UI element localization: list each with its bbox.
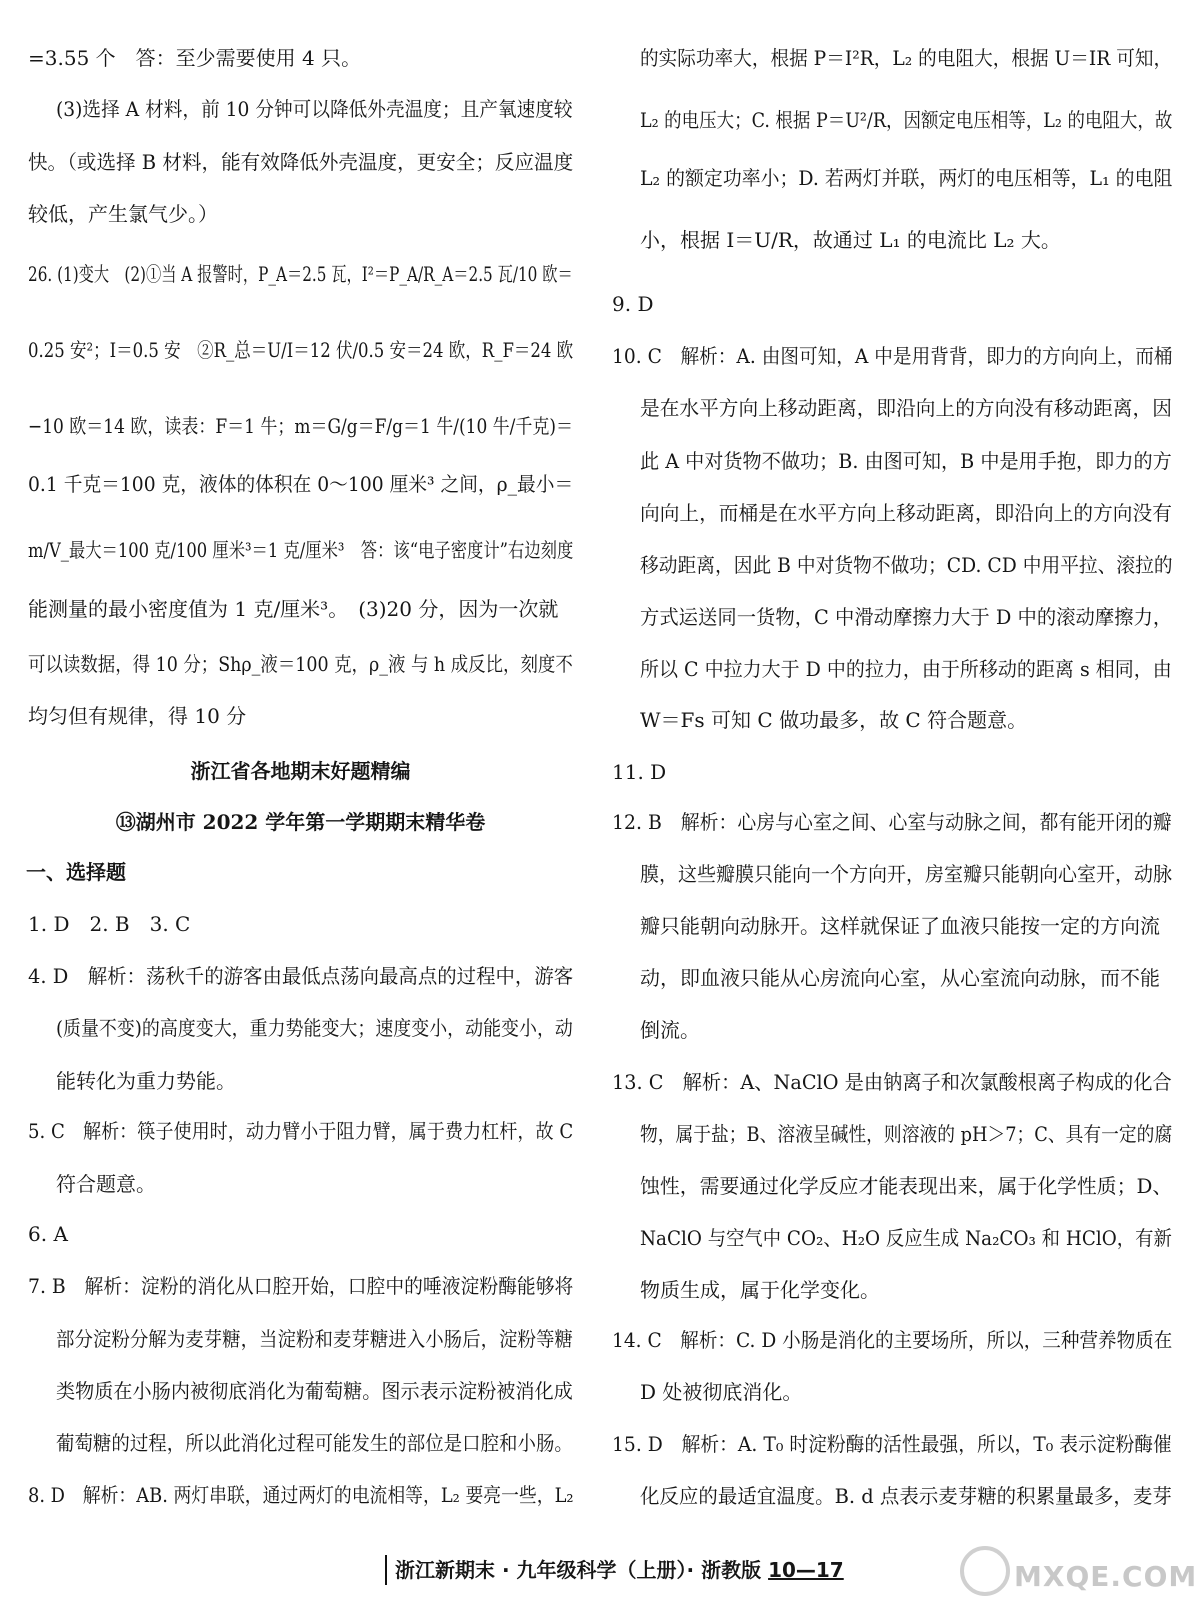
answer-line: 11. D: [612, 760, 667, 784]
text-line: 快。（或选择 B 材料，能有效降低外壳温度，更安全；反应温度: [28, 150, 574, 174]
text-line: 瓣只能朝向动脉开。这样就保证了血液只能按一定的方向流: [640, 914, 1160, 938]
answer-line: 4. D 解析：荡秋千的游客由最低点荡向最高点的过程中，游客: [28, 964, 574, 988]
page-number: 10—17: [768, 1558, 844, 1582]
text-line: 化反应的最适宜温度。B. d 点表示麦芽糖的积累量最多，麦芽: [640, 1484, 1172, 1508]
text-line: (3)选择 A 材料，前 10 分钟可以降低外壳温度；且产氧速度较: [56, 97, 573, 121]
answer-line: 12. B 解析：心房与心室之间、心室与动脉之间，都有能开闭的瓣: [612, 810, 1172, 834]
answer-line: 15. D 解析：A. T₀ 时淀粉酶的活性最强，所以，T₀ 表示淀粉酶催: [612, 1432, 1172, 1456]
watermark: [960, 1538, 1197, 1596]
text-line: −10 欧＝14 欧，读表：F＝1 牛；m＝G/g＝F/g＝1 牛/(10 牛/千克)＝: [28, 414, 574, 438]
answer-line: 类物质在小肠内被彻底消化为葡萄糖。图示表示淀粉被消化成: [56, 1379, 573, 1403]
answer-line: (质量不变)的高度变大，重力势能变大；速度变小，动能变小，动: [56, 1016, 573, 1040]
text-line: D 处被彻底消化。: [640, 1380, 803, 1404]
text-line: 移动距离，因此 B 中对货物不做功；CD. CD 中用平拉、滚拉的: [640, 553, 1173, 577]
text-line: W＝Fs 可知 C 做功最多，故 C 符合题意。: [640, 708, 1028, 732]
text-line: 向向上，而桶是在水平方向上移动距离，即沿向上的方向没有: [640, 501, 1172, 525]
answer-line: 10. C 解析：A. 由图可知，A 中是用背背，即力的方向向上，而桶: [612, 344, 1173, 368]
text-line: 动，即血液只能从心房流向心室，从心室流向动脉，而不能: [640, 966, 1160, 990]
page-footer: [385, 1555, 852, 1585]
text-line: 均匀但有规律，得 10 分: [28, 704, 247, 728]
text-line: 较低，产生氯气少。）: [28, 202, 218, 226]
text-line: 物质生成，属于化学变化。: [640, 1278, 880, 1302]
text-line: 倒流。: [640, 1018, 700, 1042]
section-heading: 一、选择题: [26, 860, 126, 884]
text-line: =3.55 个 答：至少需要使用 4 只。: [28, 46, 362, 70]
answer-line: 部分淀粉分解为麦芽糖，当淀粉和麦芽糖进入小肠后，淀粉等糖: [56, 1327, 573, 1351]
text-line: 蚀性，需要通过化学反应才能表现出来，属于化学性质；D、: [640, 1174, 1173, 1198]
text-line: 物，属于盐；B、溶液呈碱性，则溶液的 pH＞7；C、具有一定的腐: [640, 1122, 1173, 1146]
text-line: L₂ 的额定功率小；D. 若两灯并联，两灯的电压相等，L₁ 的电阻: [640, 166, 1173, 190]
answer-line: 葡萄糖的过程，所以此消化过程可能发生的部位是口腔和小肠。: [56, 1431, 573, 1455]
answer-line: 14. C 解析：C. D 小肠是消化的主要场所，所以，三种营养物质在: [612, 1328, 1173, 1352]
answer-line: 6. A: [28, 1222, 68, 1246]
watermark-logo-icon: [960, 1546, 1010, 1596]
footer-book-title: 浙江新期末 · 九年级科学（上册）· 浙教版: [395, 1558, 762, 1582]
section-title: 浙江省各地期末好题精编: [190, 759, 411, 783]
text-line: 方式运送同一货物，C 中滑动摩擦力大于 D 中的滚动摩擦力，: [640, 605, 1173, 629]
text-line: L₂ 的电压大；C. 根据 P＝U²/R，因额定电压相等，L₂ 的电阻大，故: [640, 108, 1173, 132]
answer-line: 1. D 2. B 3. C: [28, 912, 191, 936]
answer-line: 5. C 解析：筷子使用时，动力臂小于阻力臂，属于费力杠杆，故 C: [28, 1119, 574, 1143]
text-line: NaClO 与空气中 CO₂、H₂O 反应生成 Na₂CO₃ 和 HClO，有新: [640, 1226, 1172, 1250]
text-line: m/V_最大＝100 克/100 厘米³＝1 克/厘米³ 答：该“电子密度计”右边刻度: [28, 538, 574, 562]
text-line: 可以读数据，得 10 分；Shρ_液＝100 克，ρ_液 与 h 成反比，刻度不: [28, 652, 573, 676]
answer-line: 13. C 解析：A、NaClO 是由钠离子和次氯酸根离子构成的化合: [612, 1070, 1172, 1094]
answer-line: 9. D: [612, 292, 654, 316]
text-line: 此 A 中对货物不做功；B. 由图可知，B 中是用手抱，即力的方: [640, 449, 1172, 473]
text-line: 的实际功率大，根据 P＝I²R，L₂ 的电阻大，根据 U＝IR 可知，: [640, 46, 1173, 70]
text-line: 0.1 千克＝100 克，液体的体积在 0～100 厘米³ 之间，ρ_最小＝: [28, 472, 574, 496]
answer-line: 7. B 解析：淀粉的消化从口腔开始，口腔中的唾液淀粉酶能够将: [28, 1274, 574, 1298]
exam-title: ⑬湖州市 2022 学年第一学期期末精华卷: [115, 810, 486, 834]
text-line: 0.25 安²；I＝0.5 安 ②R_总＝U/I＝12 伏/0.5 安＝24 欧，R_F＝24 欧: [28, 338, 574, 362]
text-line: 能测量的最小密度值为 1 克/厘米³。 (3)20 分，因为一次就: [28, 597, 559, 621]
text-line: 膜，这些瓣膜只能向一个方向开，房室瓣只能朝向心室开，动脉: [640, 862, 1172, 886]
answer-line: 能转化为重力势能。: [56, 1069, 236, 1093]
text-line: 是在水平方向上移动距离，即沿向上的方向没有移动距离，因: [640, 396, 1172, 420]
watermark-text: MXQE.COM: [1014, 1560, 1197, 1593]
text-line: 小，根据 I＝U/R，故通过 L₁ 的电流比 L₂ 大。: [640, 228, 1061, 252]
text-line: 26. (1)变大 (2)①当 A 报警时，P_A＝2.5 瓦，I²＝P_A/R_A＝2.5 瓦/10 欧＝: [28, 262, 573, 286]
text-line: 所以 C 中拉力大于 D 中的拉力，由于所移动的距离 s 相同，由: [640, 657, 1172, 681]
answer-line: 8. D 解析：AB. 两灯串联，通过两灯的电流相等，L₂ 要亮一些，L₂: [28, 1483, 574, 1507]
answer-line: 符合题意。: [56, 1172, 156, 1196]
